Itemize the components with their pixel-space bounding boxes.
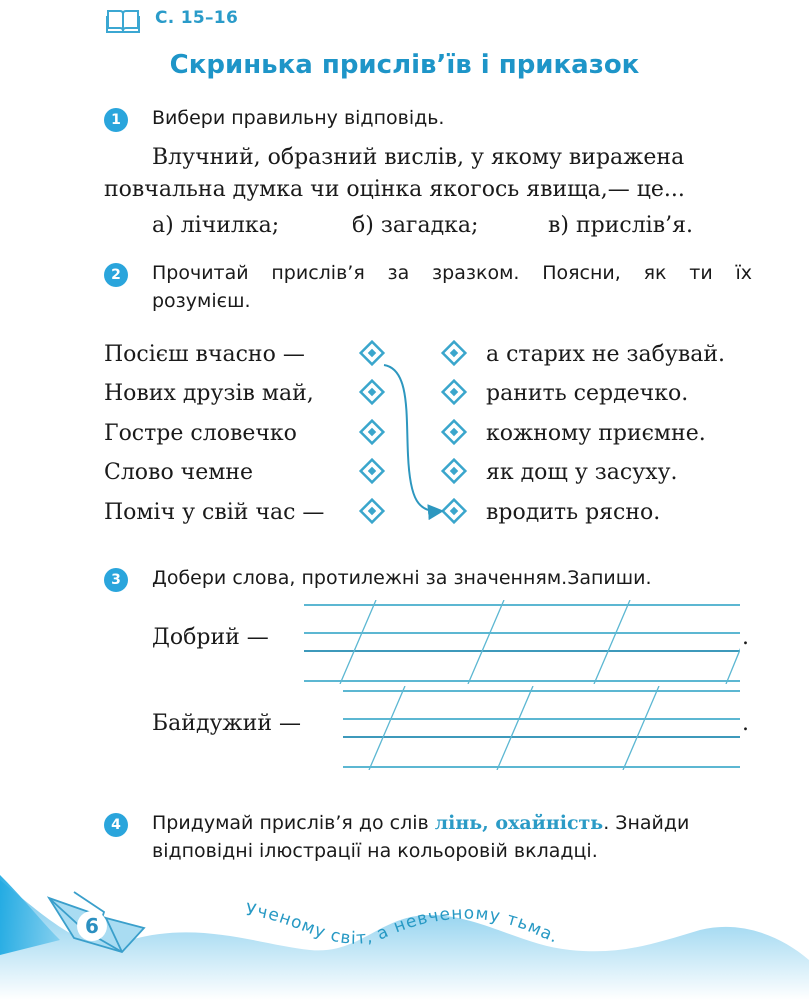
period-1: .: [742, 625, 749, 650]
writing-field-2[interactable]: [343, 686, 740, 770]
proverb-start-5: Поміч у свій час —: [104, 500, 325, 525]
task1-text-line1: Влучний, образний вислів, у якому виражена: [152, 145, 685, 170]
antonym-word-2: Байдужий —: [152, 711, 301, 736]
task4-text: Придумай прислів’я до слів: [152, 812, 435, 834]
task4-instruction-line1: [152, 809, 689, 837]
highlighted-words: лінь, охайність: [434, 812, 604, 834]
proverb-end-1: а старих не забувай.: [486, 342, 726, 367]
proverb-end-4: як дощ у засуху.: [486, 460, 678, 485]
period-2: .: [742, 711, 749, 736]
task1-text-line2: повчальна думка чи оцінка якогось явища,— це...: [104, 177, 685, 202]
task-number-badge: 3: [104, 568, 128, 592]
page-title: Скринька прислів’їв і приказок: [169, 50, 640, 80]
writing-field-1[interactable]: [304, 600, 740, 682]
antonym-word-1: Добрий —: [152, 625, 269, 650]
open-book-icon: [106, 8, 140, 34]
right-diamond-icons: [443, 342, 466, 523]
proverb-start-4: Слово чемне: [104, 460, 254, 485]
task-number-badge: 1: [104, 108, 128, 132]
proverb-end-3: кожному приємне.: [486, 421, 706, 446]
task-number-badge: 4: [104, 813, 128, 837]
task2-instruction-line2: розумієш.: [152, 290, 251, 312]
example-arrow-icon: [384, 365, 442, 511]
proverb-start-3: Гостре словечко: [104, 421, 297, 446]
footer-motto: Ученому світ, а невченому тьма.: [244, 900, 562, 949]
option-b[interactable]: б) загадка;: [352, 213, 479, 238]
task4-instruction-line2: відповідні ілюстрації на кольоровій вкладці.: [152, 840, 598, 862]
proverb-start-1: Посієш вчасно —: [104, 342, 305, 367]
matching-connectors: [350, 335, 480, 530]
task3-instruction: Добери слова, протилежні за значенням.Запиши.: [152, 567, 652, 589]
left-diamond-icons: [361, 342, 384, 523]
option-a[interactable]: а) лічилка;: [152, 213, 280, 238]
proverb-start-2: Нових друзів май,: [104, 381, 314, 406]
task-number-badge: 2: [104, 263, 128, 287]
proverb-end-5: вродить рясно.: [486, 500, 661, 525]
proverb-end-2: ранить сердечко.: [486, 381, 689, 406]
option-c[interactable]: в) прислів’я.: [548, 213, 693, 238]
page-reference: С. 15–16: [155, 8, 239, 28]
task2-instruction-line1: Прочитай прислів’я за зразком. Поясни, як ти їх: [152, 262, 752, 284]
task4-text-post: . Знайди: [603, 812, 690, 834]
page-number: 6: [85, 914, 99, 938]
task1-instruction: Вибери правильну відповідь.: [152, 107, 445, 129]
